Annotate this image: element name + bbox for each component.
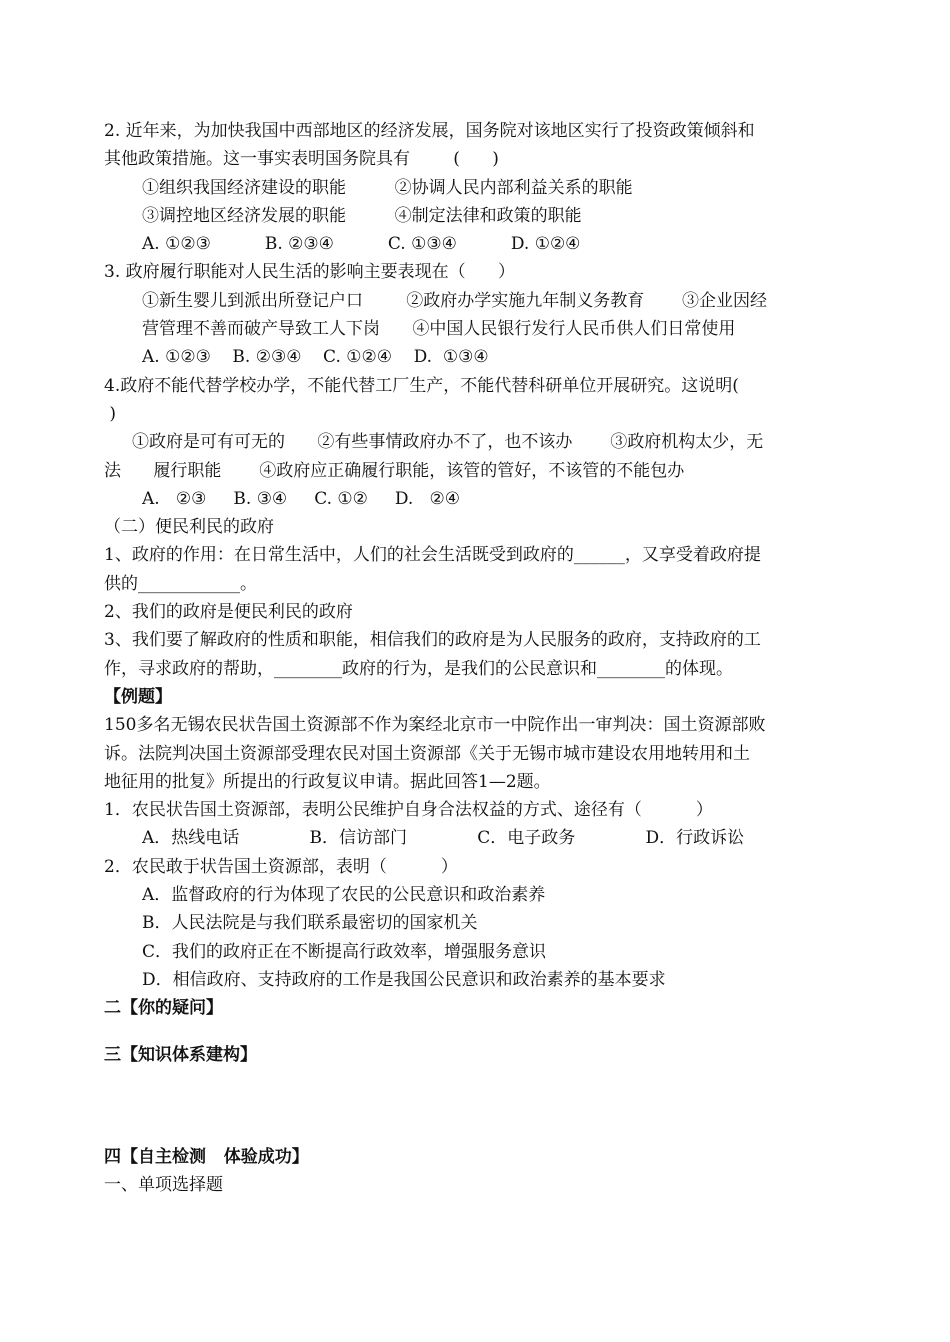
example-q1-choices: A．热线电话 B．信访部门 C．电子政务 D．行政诉讼 bbox=[142, 828, 745, 849]
subtitle-single-choice: 一、单项选择题 bbox=[104, 1175, 223, 1196]
section-b-para1-line1: 1、政府的作用：在日常生活中，人们的社会生活既受到政府的______，又享受着政府提 bbox=[104, 545, 761, 566]
blank-space bbox=[104, 1125, 849, 1143]
q4-options-line1: ①政府是可有可无的 ②有些事情政府办不了，也不该办 ③政府机构太少，无 bbox=[132, 432, 764, 453]
section-b-para2: 2、我们的政府是便民利民的政府 bbox=[104, 602, 353, 623]
q4-stem-line1: 4.政府不能代替学校办学，不能代替工厂生产，不能代替科研单位开展研究。这说明( bbox=[104, 375, 739, 396]
section-b-para3-line1: 3、我们要了解政府的性质和职能，相信我们的政府是为人民服务的政府，支持政府的工 bbox=[104, 630, 761, 651]
example-q2-option-a: A．监督政府的行为体现了农民的公民意识和政治素养 bbox=[142, 885, 546, 906]
example-q1-stem: 1．农民状告国土资源部，表明公民维护自身合法权益的方式、途径有（ ） bbox=[104, 800, 713, 821]
example-q2-option-d: D．相信政府、支持政府的工作是我国公民意识和政治素养的基本要求 bbox=[142, 969, 666, 990]
blank-space bbox=[104, 1069, 849, 1125]
example-text-line1: 150多名无锡农民状告国土资源部不作为案经北京市一中院作出一审判决：国土资源部败 bbox=[104, 715, 766, 736]
q2-options-line1: ①组织我国经济建设的职能 ②协调人民内部利益关系的职能 bbox=[142, 177, 633, 198]
q2-stem-line1: 2. 近年来，为加快我国中西部地区的经济发展，国务院对该地区实行了投资政策倾斜和 bbox=[104, 121, 755, 141]
section-b-para3-line2: 作，寻求政府的帮助，________政府的行为，是我们的公民意识和________的体现。 bbox=[104, 658, 733, 679]
section-b-para1-line2: 供的____________。 bbox=[104, 573, 257, 594]
example-q2-option-b: B．人民法院是与我们联系最密切的国家机关 bbox=[142, 913, 478, 934]
example-q2-option-c: C．我们的政府正在不断提高行政效率，增强服务意识 bbox=[142, 941, 547, 962]
section-b-title: （二）便民利民的政府 bbox=[104, 517, 274, 538]
heading-self-check: 四【自主检测 体验成功】 bbox=[104, 1146, 309, 1167]
q3-stem: 3. 政府履行职能对人民生活的影响主要表现在（ ） bbox=[104, 262, 516, 283]
example-heading: 【例题】 bbox=[104, 686, 172, 707]
q2-stem-line2: 其他政策措施。这一事实表明国务院具有 ( ) bbox=[104, 149, 499, 170]
heading-knowledge-structure: 三【知识体系建构】 bbox=[104, 1044, 257, 1065]
q2-options-line2: ③调控地区经济发展的职能 ④制定法律和政策的职能 bbox=[142, 205, 582, 226]
q3-options-line2: 营管理不善而破产导致工人下岗 ④中国人民银行发行人民币供人们日常使用 bbox=[142, 319, 736, 340]
q3-options-line1: ①新生婴儿到派出所登记户口 ②政府办学实施九年制义务教育 ③企业因经 bbox=[142, 290, 768, 311]
example-text-line3: 地征用的批复》所提出的行政复议申请。据此回答1—2题。 bbox=[104, 771, 551, 792]
example-text-line2: 诉。法院判决国土资源部受理农民对国土资源部《关于无锡市城市建设农用地转用和土 bbox=[104, 743, 750, 764]
q4-choices: A. ②③ B. ③④ C. ①② D. ②④ bbox=[142, 488, 461, 509]
q4-options-line2: 法 履行职能 ④政府应正确履行职能，该管的管好，不该管的不能包办 bbox=[104, 460, 685, 481]
q3-choices: A. ①②③ B. ②③④ C. ①②④ D. ①③④ bbox=[142, 347, 489, 368]
q2-choices: A. ①②③ B. ②③④ C. ①③④ D. ①②④ bbox=[142, 234, 581, 255]
example-q2-stem: 2．农民敢于状告国土资源部，表明（ ） bbox=[104, 856, 458, 877]
document-page bbox=[104, 117, 849, 1199]
q4-stem-line2: ) bbox=[104, 403, 117, 424]
heading-your-questions: 二【你的疑问】 bbox=[104, 998, 223, 1019]
blank-space bbox=[104, 1023, 849, 1041]
